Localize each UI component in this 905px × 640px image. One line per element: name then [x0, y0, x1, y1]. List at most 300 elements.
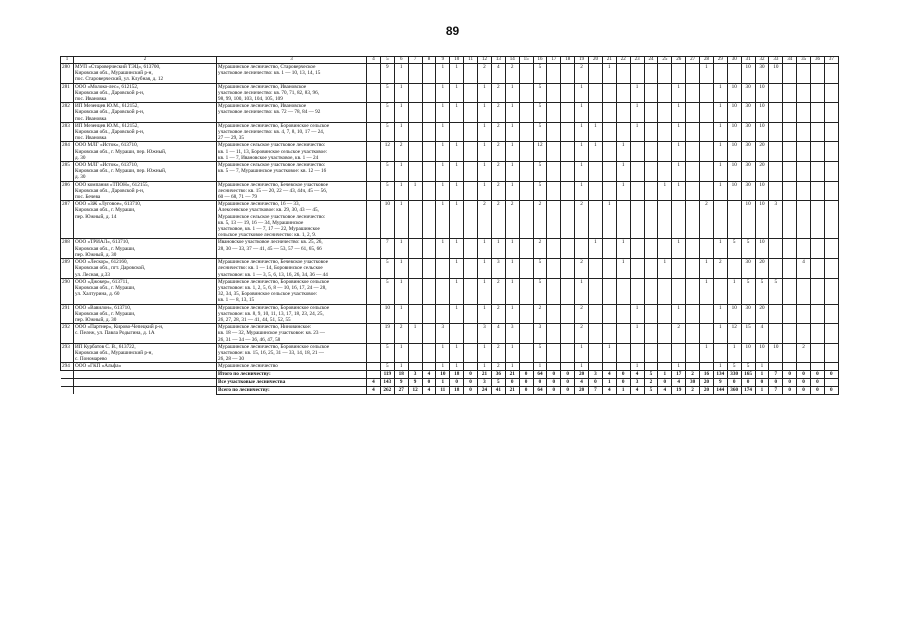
registry-table — [60, 56, 839, 395]
value-cell — [561, 201, 575, 239]
value-cell — [547, 278, 561, 304]
value-cell — [589, 259, 603, 279]
value-cell — [464, 64, 478, 84]
value-cell: 5 — [380, 259, 394, 279]
value-cell — [811, 343, 825, 363]
value-cell — [783, 239, 797, 259]
totals-value: 134 — [713, 370, 727, 378]
value-cell — [797, 304, 811, 324]
value-cell: 1 — [505, 343, 519, 363]
value-cell: 1 — [436, 363, 450, 370]
value-cell: 10 — [727, 181, 741, 201]
value-cell: 30 — [741, 259, 755, 279]
value-cell: 1 — [450, 304, 464, 324]
value-cell: 5 — [769, 278, 783, 304]
value-cell: 1 — [505, 103, 519, 123]
table-row — [61, 122, 839, 142]
totals-spacer — [74, 378, 217, 386]
value-cell: 5 — [755, 278, 769, 304]
value-cell — [644, 324, 658, 344]
value-cell — [700, 239, 714, 259]
value-cell — [686, 162, 700, 182]
totals-value: 20 — [575, 386, 589, 394]
value-cell — [797, 142, 811, 162]
totals-value: 0 — [533, 378, 547, 386]
value-cell — [824, 142, 838, 162]
value-cell — [811, 304, 825, 324]
value-cell — [672, 64, 686, 84]
value-cell: 2 — [491, 83, 505, 103]
totals-value: 0 — [616, 378, 630, 386]
value-cell: 1 — [491, 239, 505, 259]
totals-value: 36 — [491, 370, 505, 378]
totals-value: 0 — [561, 386, 575, 394]
value-cell: 1 — [478, 239, 492, 259]
value-cell: 5 — [533, 103, 547, 123]
value-cell: 1 — [394, 259, 408, 279]
totals-value: 7 — [769, 386, 783, 394]
value-cell: 2 — [491, 343, 505, 363]
value-cell — [367, 103, 381, 123]
value-cell: 10 — [755, 343, 769, 363]
value-cell: 1 — [616, 162, 630, 182]
value-cell: 7 — [380, 239, 394, 259]
value-cell: 1 — [755, 363, 769, 370]
totals-value: 0 — [519, 386, 533, 394]
column-number: 2 — [74, 57, 217, 64]
column-number: 19 — [575, 57, 589, 64]
table-row — [61, 278, 839, 304]
column-number: 30 — [727, 57, 741, 64]
totals-value: 4 — [367, 378, 381, 386]
value-cell: 5 — [533, 122, 547, 142]
totals-value: 9 — [713, 378, 727, 386]
value-cell: 30 — [741, 162, 755, 182]
value-cell: 10 — [755, 181, 769, 201]
row-number: 280 — [61, 64, 74, 84]
value-cell — [408, 64, 422, 84]
organization-cell: ООО «Лескор», 612160, Кировская обл., пгт. Даровской, ул. Лесная, д.33 — [74, 259, 217, 279]
value-cell: 2 — [491, 142, 505, 162]
value-cell: 3 — [491, 259, 505, 279]
value-cell: 20 — [755, 142, 769, 162]
totals-label: Итого по лесничеству: — [217, 370, 367, 378]
value-cell: 1 — [394, 304, 408, 324]
value-cell: 1 — [478, 103, 492, 123]
value-cell — [436, 304, 450, 324]
value-cell: 1 — [616, 142, 630, 162]
value-cell — [658, 363, 672, 370]
value-cell — [824, 324, 838, 344]
value-cell: 20 — [755, 162, 769, 182]
value-cell — [561, 122, 575, 142]
value-cell: 10 — [727, 122, 741, 142]
value-cell: 1 — [450, 363, 464, 370]
value-cell: 1 — [436, 103, 450, 123]
totals-value: 9 — [394, 378, 408, 386]
value-cell — [547, 239, 561, 259]
totals-value: 4 — [602, 386, 616, 394]
value-cell — [408, 162, 422, 182]
value-cell — [547, 181, 561, 201]
value-cell — [602, 83, 616, 103]
totals-value: 64 — [533, 370, 547, 378]
value-cell — [727, 259, 741, 279]
value-cell — [422, 103, 436, 123]
totals-value: 0 — [505, 378, 519, 386]
value-cell: 1 — [478, 142, 492, 162]
column-number: 21 — [602, 57, 616, 64]
value-cell — [783, 181, 797, 201]
value-cell: 1 — [672, 181, 686, 201]
location-cell: Мурашинское лесничество, Староверческое участковое лесничество: кв. 1 — 10, 13, 14, 15 — [217, 64, 367, 84]
value-cell — [811, 324, 825, 344]
value-cell — [547, 201, 561, 239]
value-cell: 2 — [491, 304, 505, 324]
value-cell: 3 — [769, 201, 783, 239]
value-cell — [602, 103, 616, 123]
totals-value: 3 — [478, 378, 492, 386]
value-cell — [561, 363, 575, 370]
value-cell — [797, 181, 811, 201]
value-cell: 2 — [491, 278, 505, 304]
location-cell: Мурашинское лесничество, Бечевское участковое лесничество: кв. 1 — 14, Боровинское сельское участковое: кв. 1 — 3, 5, 6, 13, 16, 26, 34, 36 — 44 — [217, 259, 367, 279]
value-cell: 1 — [713, 363, 727, 370]
row-number: 288 — [61, 239, 74, 259]
value-cell: 5 — [533, 83, 547, 103]
totals-value: 4 — [630, 386, 644, 394]
location-cell: Мурашинское лесничество, Ивановское участковое лесничество: кв. 72 — 78, 84 — 92 — [217, 103, 367, 123]
value-cell — [700, 103, 714, 123]
column-number: 10 — [450, 57, 464, 64]
column-number: 14 — [505, 57, 519, 64]
value-cell: 5 — [533, 181, 547, 201]
table-row — [61, 142, 839, 162]
value-cell — [769, 142, 783, 162]
value-cell — [589, 162, 603, 182]
organization-cell: ООО «ЗЖ «Луговое», 613710, Кировская обл., г. Мураши, пер. Южный, д. 14 — [74, 201, 217, 239]
value-cell: 1 — [672, 142, 686, 162]
value-cell: 1 — [575, 343, 589, 363]
value-cell: 1 — [478, 304, 492, 324]
value-cell: 1 — [450, 343, 464, 363]
value-cell — [408, 122, 422, 142]
organization-cell: ООО компания «ТПОН», 612155, Кировская обл., Даровской р-н, пос. Бечева — [74, 181, 217, 201]
value-cell: 2 — [575, 304, 589, 324]
organization-cell: МУП «Староверческий ТЭЦ», 613700, Кировская обл., Мурашинский р-н, пос. Староверческий, ул. Клубная, д. 12 — [74, 64, 217, 84]
value-cell — [769, 103, 783, 123]
value-cell: 1 — [713, 142, 727, 162]
value-cell: 1 — [505, 259, 519, 279]
value-cell: 1 — [575, 122, 589, 142]
value-cell — [422, 83, 436, 103]
value-cell: 1 — [436, 122, 450, 142]
value-cell — [616, 201, 630, 239]
value-cell: 2 — [491, 122, 505, 142]
organization-cell: ООО «Молоко-лес», 612152, Кировская обл., Даровской р-н, пос. Ивановка — [74, 83, 217, 103]
value-cell — [519, 103, 533, 123]
value-cell — [797, 103, 811, 123]
value-cell: 1 — [505, 142, 519, 162]
totals-value: 11 — [436, 386, 450, 394]
value-cell — [783, 343, 797, 363]
value-cell: 1 — [575, 181, 589, 201]
value-cell — [713, 64, 727, 84]
column-number: 9 — [436, 57, 450, 64]
value-cell — [824, 259, 838, 279]
totals-value: 27 — [394, 386, 408, 394]
value-cell — [422, 64, 436, 84]
value-cell — [450, 122, 464, 142]
totals-value — [824, 378, 838, 386]
value-cell — [811, 181, 825, 201]
value-cell: 5 — [533, 162, 547, 182]
value-cell: 10 — [755, 83, 769, 103]
value-cell — [644, 259, 658, 279]
value-cell — [658, 122, 672, 142]
totals-value: 0 — [769, 378, 783, 386]
value-cell — [602, 239, 616, 259]
value-cell: 2 — [700, 201, 714, 239]
value-cell: 1 — [478, 363, 492, 370]
value-cell: 1 — [436, 64, 450, 84]
value-cell — [811, 64, 825, 84]
value-cell — [408, 103, 422, 123]
value-cell: 2 — [478, 64, 492, 84]
value-cell: 1 — [394, 83, 408, 103]
value-cell — [408, 278, 422, 304]
value-cell: 2 — [575, 324, 589, 344]
value-cell — [408, 142, 422, 162]
row-number: 291 — [61, 304, 74, 324]
value-cell — [616, 83, 630, 103]
value-cell — [658, 103, 672, 123]
value-cell: 1 — [505, 162, 519, 182]
value-cell — [408, 83, 422, 103]
value-cell: 1 — [436, 343, 450, 363]
value-cell: 2 — [478, 201, 492, 239]
value-cell: 1 — [672, 162, 686, 182]
value-cell — [769, 363, 783, 370]
value-cell — [824, 122, 838, 142]
value-cell: 1 — [436, 162, 450, 182]
value-cell — [408, 201, 422, 239]
totals-value: 0 — [450, 378, 464, 386]
value-cell: 1 — [616, 239, 630, 259]
value-cell — [589, 343, 603, 363]
value-cell — [686, 122, 700, 142]
value-cell — [713, 201, 727, 239]
value-cell — [464, 304, 478, 324]
totals-value: 20 — [700, 386, 714, 394]
value-cell — [797, 122, 811, 142]
row-number: 287 — [61, 201, 74, 239]
value-cell: 30 — [741, 142, 755, 162]
value-cell — [408, 259, 422, 279]
column-number: 34 — [783, 57, 797, 64]
value-cell — [700, 363, 714, 370]
location-cell: Мурашинское лесничество, Ниновинское: кв. 18 — 32, Мурашинское участковое: кв. 23 — 26, 31 — 34 — 36, 46, 47, 58 — [217, 324, 367, 344]
value-cell — [408, 343, 422, 363]
value-cell: 10 — [741, 343, 755, 363]
value-cell: 1 — [505, 363, 519, 370]
totals-value: 5 — [491, 378, 505, 386]
value-cell: 1 — [450, 162, 464, 182]
value-cell — [422, 363, 436, 370]
value-cell: 20 — [755, 259, 769, 279]
totals-value: 174 — [741, 386, 755, 394]
value-cell — [519, 363, 533, 370]
value-cell: 1 — [478, 122, 492, 142]
row-number: 281 — [61, 83, 74, 103]
totals-value: 0 — [589, 378, 603, 386]
totals-value: 0 — [464, 378, 478, 386]
column-number: 32 — [755, 57, 769, 64]
table-row — [61, 181, 839, 201]
value-cell — [700, 304, 714, 324]
totals-value: 0 — [519, 370, 533, 378]
value-cell — [783, 278, 797, 304]
totals-value: 3 — [408, 370, 422, 378]
totals-row — [61, 370, 839, 378]
location-cell: Мурашинское лесничество, Боровинское сельское участковое лесничество: кв. 4, 7, 8, 10, 17 — 24, 27 — 29, 35 — [217, 122, 367, 142]
value-cell — [519, 239, 533, 259]
value-cell — [672, 201, 686, 239]
totals-value: 16 — [700, 370, 714, 378]
value-cell: 1 — [436, 239, 450, 259]
value-cell — [602, 142, 616, 162]
value-cell — [658, 201, 672, 239]
value-cell — [464, 142, 478, 162]
totals-label: Всего по лесничеству: — [217, 386, 367, 394]
value-cell: 15 — [741, 324, 755, 344]
value-cell: 10 — [769, 343, 783, 363]
value-cell: 1 — [713, 324, 727, 344]
value-cell — [824, 239, 838, 259]
value-cell — [422, 259, 436, 279]
value-cell: 1 — [630, 324, 644, 344]
value-cell: 1 — [658, 259, 672, 279]
value-cell — [436, 278, 450, 304]
value-cell — [547, 363, 561, 370]
value-cell: 1 — [713, 103, 727, 123]
value-cell — [686, 363, 700, 370]
value-cell: 2 — [491, 363, 505, 370]
value-cell: 1 — [436, 181, 450, 201]
value-cell — [824, 181, 838, 201]
value-cell — [547, 259, 561, 279]
value-cell: 4 — [797, 259, 811, 279]
value-cell — [672, 259, 686, 279]
value-cell — [727, 201, 741, 239]
value-cell — [658, 304, 672, 324]
value-cell — [783, 162, 797, 182]
value-cell — [644, 122, 658, 142]
value-cell — [519, 122, 533, 142]
value-cell: 2 — [394, 142, 408, 162]
value-cell — [561, 103, 575, 123]
value-cell — [616, 343, 630, 363]
value-cell: 4 — [491, 64, 505, 84]
totals-value: 0 — [547, 370, 561, 378]
value-cell — [811, 142, 825, 162]
value-cell — [644, 239, 658, 259]
totals-value: 0 — [616, 370, 630, 378]
value-cell: 1 — [575, 363, 589, 370]
totals-value: 4 — [422, 370, 436, 378]
table-row — [61, 363, 839, 370]
value-cell: 1 — [589, 142, 603, 162]
value-cell: 1 — [436, 142, 450, 162]
value-cell: 1 — [450, 103, 464, 123]
value-cell — [602, 304, 616, 324]
value-cell: 1 — [505, 278, 519, 304]
value-cell — [686, 278, 700, 304]
totals-value: 0 — [797, 386, 811, 394]
row-number: 283 — [61, 122, 74, 142]
value-cell — [561, 304, 575, 324]
value-cell: 1 — [713, 181, 727, 201]
organization-cell: ИП Мезенцев Ю.М., 612152, Кировская обл., Даровской р-н, пос. Ивановка — [74, 122, 217, 142]
value-cell: 2 — [505, 201, 519, 239]
totals-value — [367, 370, 381, 378]
value-cell — [630, 142, 644, 162]
value-cell: 9 — [380, 64, 394, 84]
value-cell — [367, 239, 381, 259]
value-cell: 10 — [380, 304, 394, 324]
value-cell — [811, 162, 825, 182]
totals-value: 21 — [505, 386, 519, 394]
value-cell — [547, 122, 561, 142]
totals-value: 0 — [547, 386, 561, 394]
value-cell: 30 — [741, 122, 755, 142]
column-number: 20 — [589, 57, 603, 64]
value-cell — [464, 162, 478, 182]
value-cell — [422, 324, 436, 344]
value-cell: 3 — [505, 324, 519, 344]
value-cell — [519, 142, 533, 162]
value-cell — [519, 83, 533, 103]
column-number: 29 — [713, 57, 727, 64]
value-cell — [769, 83, 783, 103]
value-cell: 1 — [450, 142, 464, 162]
value-cell: 1 — [727, 278, 741, 304]
value-cell — [658, 64, 672, 84]
value-cell — [824, 343, 838, 363]
totals-value: 330 — [727, 370, 741, 378]
value-cell: 1 — [713, 83, 727, 103]
value-cell: 1 — [713, 239, 727, 259]
value-cell: 5 — [741, 278, 755, 304]
totals-value: 165 — [741, 370, 755, 378]
value-cell — [783, 363, 797, 370]
value-cell — [464, 83, 478, 103]
organization-cell: ИП Мезенцев Ю.М., 612152, Кировская обл., Даровской р-н, пос. Ивановка — [74, 103, 217, 123]
value-cell: 1 — [394, 343, 408, 363]
value-cell: 1 — [505, 304, 519, 324]
row-number: 294 — [61, 363, 74, 370]
organization-cell: ООО «ТРИАЛ», 613710, Кировская обл., г. Мураши, пер. Южный, д. 30 — [74, 239, 217, 259]
value-cell: 2 — [575, 64, 589, 84]
totals-value: 1 — [602, 378, 616, 386]
location-cell: Ивановское участковое лесничество: кв. 25, 26, 28, 30 — 33, 37 — 41, 45 — 53, 57 — 61, 65, 66 — [217, 239, 367, 259]
value-cell: 1 — [450, 259, 464, 279]
value-cell — [658, 343, 672, 363]
value-cell: 1 — [672, 304, 686, 324]
value-cell — [644, 83, 658, 103]
value-cell — [422, 278, 436, 304]
value-cell — [519, 181, 533, 201]
